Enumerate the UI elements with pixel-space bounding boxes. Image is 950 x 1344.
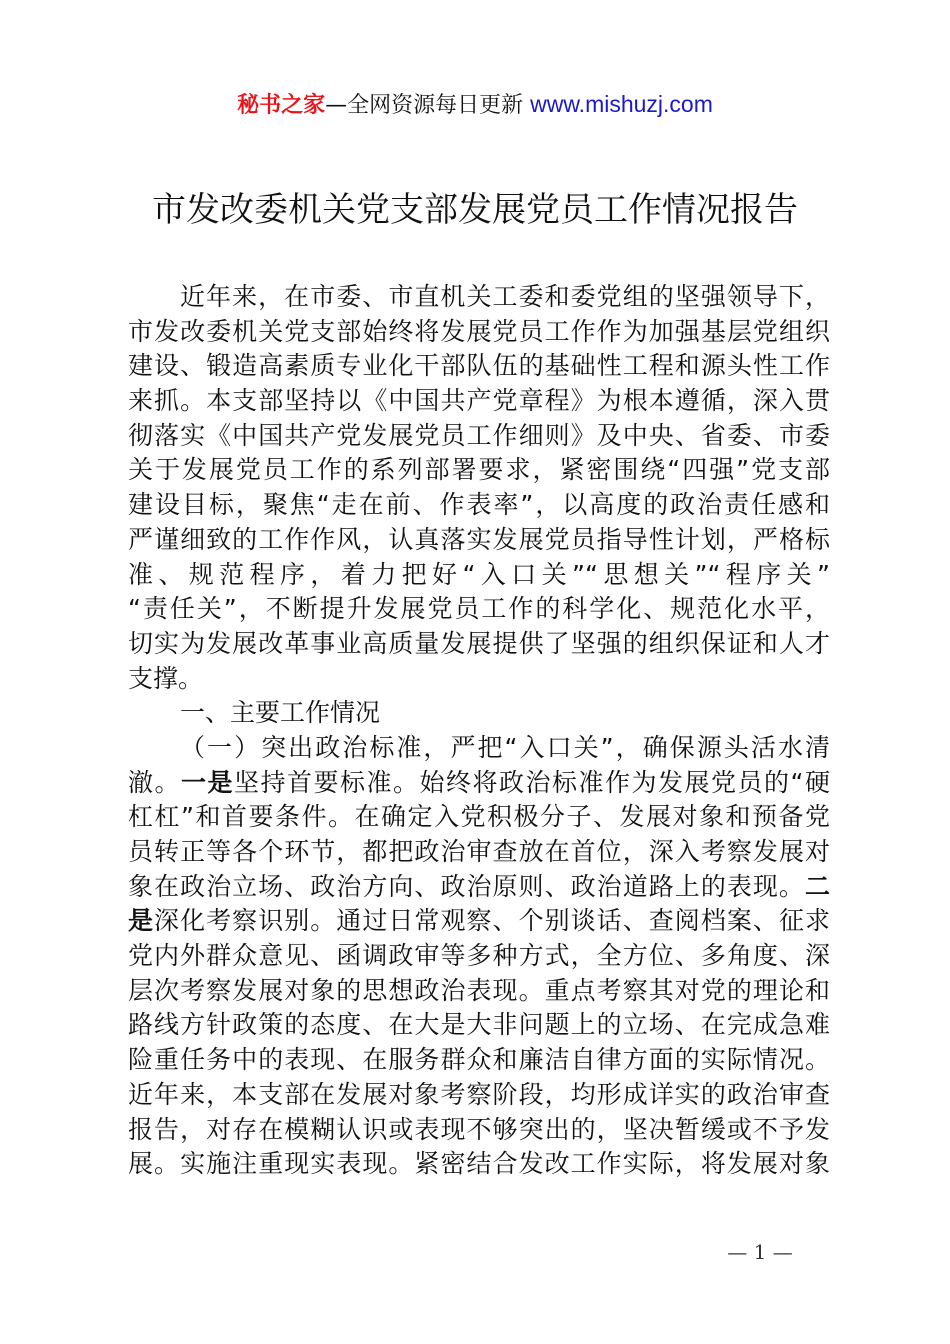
page-number: — 1 —	[727, 1240, 793, 1264]
text-line	[128, 523, 830, 558]
text-segment: 关于发展党员工作的系列部署要求，紧密围绕“四强”党支部	[128, 455, 830, 485]
site-url-link[interactable]: www.mishuzj.com	[530, 91, 713, 117]
text-line	[128, 280, 830, 315]
bold-text-segment: 二	[804, 871, 830, 901]
text-segment: 建设目标，聚焦“走在前、作表率”，以高度的政治责任感和	[128, 490, 830, 520]
text-line	[128, 627, 830, 662]
text-segment: 展。实施注重现实表现。紧密结合发改工作实际，将发展对象	[128, 1149, 830, 1179]
text-segment: “责任关”，不断提升发展党员工作的科学化、规范化水平，	[128, 594, 830, 624]
text-segment: 切实为发展改革事业高质量发展提供了坚强的组织保证和人才	[128, 628, 830, 658]
text-segment: 建设、锻造高素质专业化干部队伍的基础性工程和源头性工作	[128, 351, 830, 381]
text-segment: 险重任务中的表现、在服务群众和廉洁自律方面的实际情况。	[128, 1045, 830, 1075]
text-line	[128, 558, 830, 593]
text-segment: 准、规范程序，着力把好“入口关”“思想关”“程序关”	[128, 559, 830, 589]
text-segment: （一）突出政治标准，严把“入口关”，确保源头活水清	[180, 732, 830, 762]
text-segment: 一、主要工作情况	[180, 698, 381, 728]
text-segment: 党内外群众意见、函调政审等多种方式，全方位、多角度、深	[128, 941, 830, 971]
text-line	[128, 904, 830, 939]
text-segment: 员转正等各个环节，都把政治审查放在首位，深入考察发展对	[128, 837, 830, 866]
text-segment: 严谨细致的工作作风，认真落实发展党员指导性计划，严格标	[128, 524, 830, 554]
text-line	[128, 1078, 830, 1113]
text-line	[128, 696, 830, 731]
text-line	[128, 974, 830, 1009]
text-line	[128, 419, 830, 454]
text-line	[128, 1147, 830, 1182]
text-line	[128, 662, 830, 697]
text-segment: 报告，对存在模糊认识或表现不够突出的，坚决暂缓或不予发	[128, 1114, 830, 1144]
text-line	[128, 870, 830, 905]
text-line	[128, 453, 830, 488]
bold-text-segment: 一是	[181, 767, 235, 797]
document-body	[128, 280, 830, 1182]
text-segment: 坚持首要标准。始终将政治标准作为发展党员的“硬	[234, 767, 830, 797]
text-segment: 象在政治立场、政治方向、政治原则、政治道路上的表现。	[128, 871, 805, 901]
text-segment: 市发改委机关党支部始终将发展党员工作作为加强基层党组织	[128, 316, 830, 346]
text-line	[128, 384, 830, 419]
text-line	[128, 592, 830, 627]
text-line	[128, 835, 830, 870]
text-line	[128, 488, 830, 523]
text-line	[128, 939, 830, 974]
brand-name: 秘书之家	[237, 93, 326, 118]
text-segment: 近年来，在市委、市直机关工委和委党组的坚强领导下，	[180, 282, 830, 311]
text-line	[128, 315, 830, 350]
text-segment: 层次考察发展对象的思想政治表现。重点考察其对党的理论和	[128, 975, 830, 1005]
text-line	[128, 800, 830, 835]
text-line	[128, 349, 830, 384]
text-segment: 杠杠”和首要条件。在确定入党积极分子、发展对象和预备党	[128, 802, 830, 832]
text-line	[128, 1008, 830, 1043]
document-title: 市发改委机关党支部发展党员工作情况报告	[152, 190, 798, 230]
text-segment: 澈。	[128, 767, 182, 797]
text-line	[128, 731, 830, 766]
text-segment: 来抓。本支部坚持以《中国共产党章程》为根本遵循，深入贯	[128, 386, 830, 416]
text-line	[128, 1113, 830, 1148]
site-banner	[0, 86, 950, 124]
text-line	[128, 766, 830, 801]
text-segment: 深化考察识别。通过日常观察、个别谈话、查阅档案、征求	[154, 906, 830, 936]
banner-slogan: —全网资源每日更新	[325, 93, 531, 118]
bold-text-segment: 是	[128, 906, 155, 936]
text-segment: 路线方针政策的态度、在大是大非问题上的立场、在完成急难	[128, 1010, 830, 1040]
text-segment: 彻落实《中国共产党发展党员工作细则》及中央、省委、市委	[128, 420, 830, 450]
text-line	[128, 1043, 830, 1078]
text-segment: 支撑。	[128, 663, 204, 693]
text-segment: 近年来，本支部在发展对象考察阶段，均形成详实的政治审查	[128, 1079, 830, 1109]
